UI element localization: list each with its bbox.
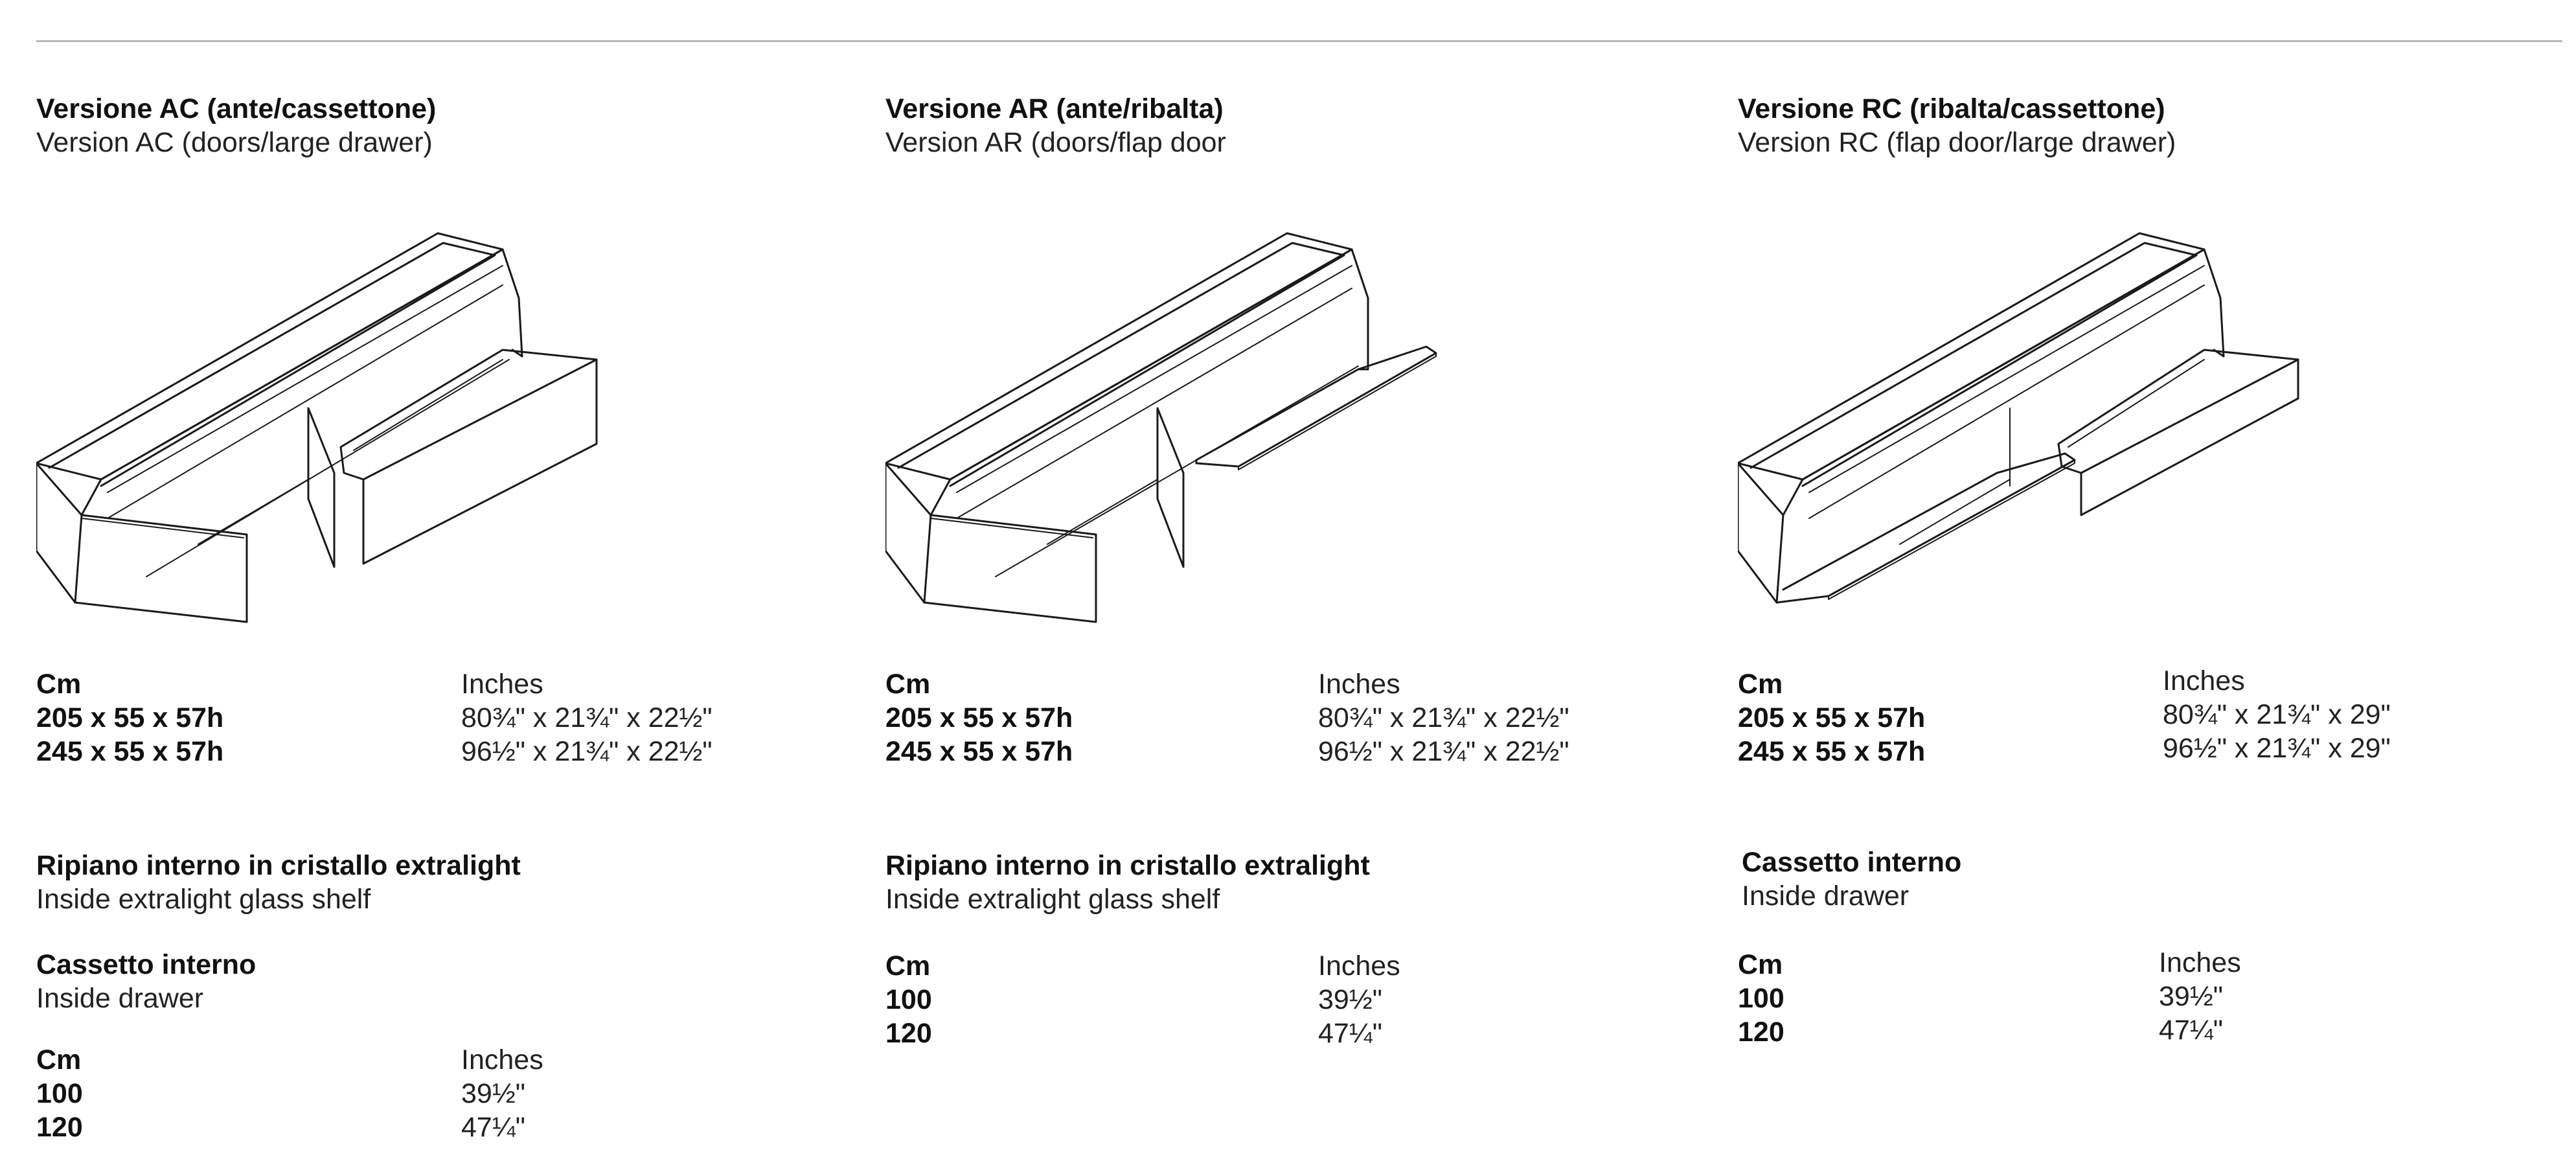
version-heading [36, 92, 436, 159]
option-title: Cassetto interno [36, 949, 256, 980]
option-title: Cassetto interno [1742, 847, 1962, 878]
cm-value: 205 x 55 x 57h [36, 702, 224, 733]
inches-value: 96½" x 21¾" x 29" [2163, 733, 2391, 764]
option-inside-drawer [36, 948, 256, 1015]
inches-header: Inches [461, 669, 543, 700]
inches-value: 47¼" [461, 1112, 525, 1143]
cm-header: Cm [1738, 669, 1783, 700]
inches-header: Inches [2159, 947, 2241, 978]
inches-value: 47¼" [1318, 1018, 1382, 1049]
option-subtitle: Inside drawer [1742, 880, 1909, 912]
cm-header: Cm [36, 1044, 82, 1075]
cm-value: 120 [36, 1112, 83, 1143]
inches-value: 39½" [461, 1078, 525, 1109]
version-ac-column [36, 0, 865, 1161]
cm-header: Cm [885, 950, 931, 982]
option-subtitle: Inside extralight glass shelf [885, 884, 1220, 915]
option-title: Ripiano interno in cristallo extralight [36, 850, 521, 881]
cm-value: 205 x 55 x 57h [885, 702, 1073, 733]
cm-header: Cm [885, 669, 931, 700]
inches-value: 80¾" x 21¾" x 22½" [461, 702, 712, 733]
cm-value: 120 [1738, 1017, 1784, 1048]
sideboard-rc-drawing [1738, 214, 2334, 641]
inches-value: 80¾" x 21¾" x 29" [2163, 699, 2391, 730]
version-subtitle: Version RC (flap door/large drawer) [1738, 127, 2176, 158]
option-subtitle: Inside drawer [36, 983, 204, 1014]
cm-value: 205 x 55 x 57h [1738, 702, 1926, 733]
cm-value: 100 [1738, 983, 1784, 1014]
option-glass-shelf [885, 849, 1370, 916]
cm-value: 100 [36, 1078, 83, 1109]
version-heading [1738, 92, 2176, 159]
version-title: Versione AR (ante/ribalta) [885, 93, 1224, 124]
inches-header: Inches [1318, 669, 1400, 700]
option-title: Ripiano interno in cristallo extralight [885, 850, 1370, 881]
inches-value: 80¾" x 21¾" x 22½" [1318, 702, 1569, 733]
inches-header: Inches [2163, 665, 2245, 696]
option-inside-drawer [1742, 845, 1961, 913]
cm-value: 245 x 55 x 57h [885, 736, 1073, 767]
sideboard-ar-drawing [885, 214, 1481, 641]
inches-header: Inches [1318, 950, 1400, 982]
cm-value: 100 [885, 984, 932, 1015]
version-title: Versione RC (ribalta/cassettone) [1738, 93, 2165, 124]
version-subtitle: Version AC (doors/large drawer) [36, 127, 433, 158]
inches-value: 39½" [2159, 981, 2223, 1012]
cm-value: 120 [885, 1018, 932, 1049]
cm-value: 245 x 55 x 57h [36, 736, 224, 767]
version-title: Versione AC (ante/cassettone) [36, 93, 437, 124]
version-rc-column [1738, 0, 2567, 1161]
version-subtitle: Version AR (doors/flap door [885, 127, 1226, 158]
inches-value: 47¼" [2159, 1015, 2223, 1046]
inches-value: 39½" [1318, 984, 1382, 1015]
version-heading [885, 92, 1226, 159]
version-ar-column [885, 0, 1715, 1161]
inches-value: 96½" x 21¾" x 22½" [461, 736, 712, 767]
cm-value: 245 x 55 x 57h [1738, 736, 1926, 767]
option-subtitle: Inside extralight glass shelf [36, 884, 371, 915]
sideboard-ac-drawing [36, 214, 632, 641]
cm-header: Cm [1738, 949, 1783, 980]
option-glass-shelf [36, 849, 521, 916]
cm-header: Cm [36, 669, 82, 700]
inches-header: Inches [461, 1044, 543, 1075]
inches-value: 96½" x 21¾" x 22½" [1318, 736, 1569, 767]
